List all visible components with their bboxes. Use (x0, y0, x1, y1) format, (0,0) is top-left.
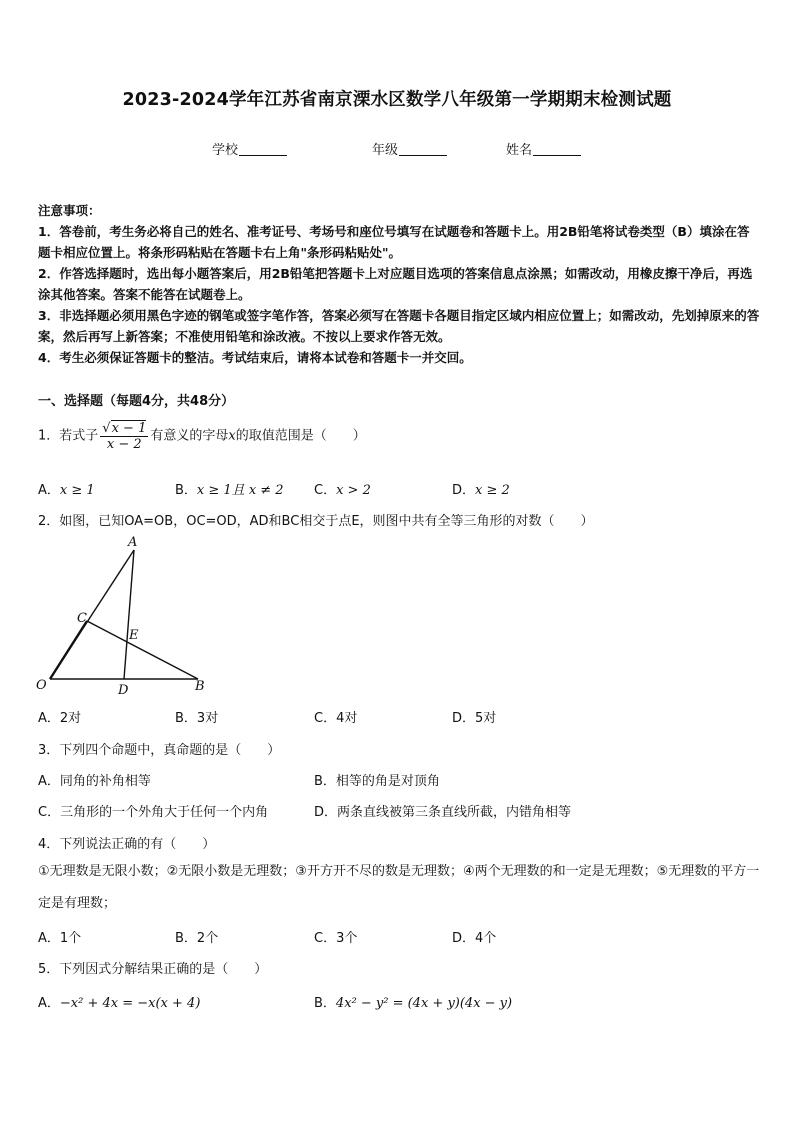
notice-item-4: 4．考生必须保证答题卡的整洁。考试结束后，请将本试卷和答题卡一并交回。 (38, 350, 472, 365)
q5-option-b: B．4x² − y² = (4x + y)(4x − y) (314, 996, 513, 1011)
q1-denominator: x − 2 (106, 437, 142, 452)
question-1: 1．若式子 $\frac{√x - 1}{x - 2}$ 有意义的字母x的取值范围是（ ） (38, 421, 366, 452)
label-B: B (195, 679, 205, 694)
q4-option-c: C．3个 (314, 931, 358, 946)
q4-statements-text: ①无理数是无限小数；②无限小数是无理数；③开方开不尽的数是无理数；④两个无理数的和一定是无理数；⑤无理数的平方一定是有理数； (38, 864, 760, 911)
segment-OC-bold (50, 621, 87, 679)
notice-item-1: 1．答卷前，考生务必将自己的姓名、准考证号、考场号和座位号填写在试题卷和答题卡上。用2B铅笔将试卷类型（B）填涂在答题卡相应位置上。将条形码粘贴在答题卡右上角"条形码粘贴处"。 (38, 224, 750, 260)
q3-option-d: D．两条直线被第三条直线所截，内错角相等 (314, 805, 572, 820)
q1-fraction (100, 420, 148, 452)
q3-option-a: A．同角的补角相等 (38, 774, 151, 789)
q5-option-a: A．−x² + 4x = −x(x + 4) (38, 996, 201, 1011)
notice-item-2: 2．作答选择题时，选出每小题答案后，用2B铅笔把答题卡上对应题目选项的答案信息点涂黑；如需改动，用橡皮擦干净后，再选涂其他答案。答案不能答在试题卷上。 (38, 266, 753, 302)
q4-option-d: D．4个 (452, 931, 497, 946)
label-C: C (77, 611, 87, 626)
label-O: O (36, 678, 47, 693)
segment-CB (87, 621, 198, 679)
notice-heading: 注意事项： (38, 203, 101, 218)
label-E: E (129, 628, 139, 643)
grade-field: 年级 (372, 139, 447, 158)
question-3: 3．下列四个命题中，真命题的是（ ） (38, 743, 281, 758)
q1-option-b: B．x ≥ 1且 x ≠ 2 (175, 483, 284, 498)
notice-block (38, 200, 760, 368)
exam-title: 2023-2024学年江苏省南京溧水区数学八年级第一学期期末检测试题 (122, 90, 672, 110)
q4-option-b: B．2个 (175, 931, 219, 946)
q4-option-a: A．1个 (38, 931, 82, 946)
q2-triangle-figure (30, 532, 220, 700)
name-field: 姓名 (506, 139, 581, 158)
grade-blank (399, 143, 447, 156)
q4-statements (38, 856, 760, 920)
q2-option-b: B．3对 (175, 711, 219, 726)
segment-AD (124, 550, 134, 679)
school-field: 学校 (212, 139, 287, 158)
question-2: 2．如图，已知OA=OB，OC=OD，AD和BC相交于点E，则图中共有全等三角形的对数（ ） (38, 514, 594, 529)
school-blank (239, 143, 287, 156)
question-4: 4．下列说法正确的有（ ） (38, 837, 216, 852)
q3-option-b: B．相等的角是对顶角 (314, 774, 440, 789)
name-blank (533, 143, 581, 156)
q1-numerator: √x − 1 (102, 421, 147, 436)
notice-item-3: 3．非选择题必须用黑色字迹的钢笔或签字笔作答，答案必须写在答题卡各题目指定区域内相应位置上；如需改动，先划掉原来的答案，然后再写上新答案；不准使用铅笔和涂改液。不按以上要求作答无效。 (38, 308, 760, 344)
q2-option-c: C．4对 (314, 711, 358, 726)
q1-option-a: A．x ≥ 1 (38, 483, 95, 498)
q3-option-c: C．三角形的一个外角大于任何一个内角 (38, 805, 269, 820)
section-heading: 一、选择题（每题4分，共48分） (38, 394, 235, 409)
q2-option-d: D．5对 (452, 711, 497, 726)
q1-option-c: C．x > 2 (314, 483, 371, 498)
label-A: A (128, 535, 138, 550)
question-5: 5．下列因式分解结果正确的是（ ） (38, 962, 268, 977)
label-D: D (118, 683, 129, 698)
q1-option-d: D．x ≥ 2 (452, 483, 510, 498)
q2-option-a: A．2对 (38, 711, 82, 726)
